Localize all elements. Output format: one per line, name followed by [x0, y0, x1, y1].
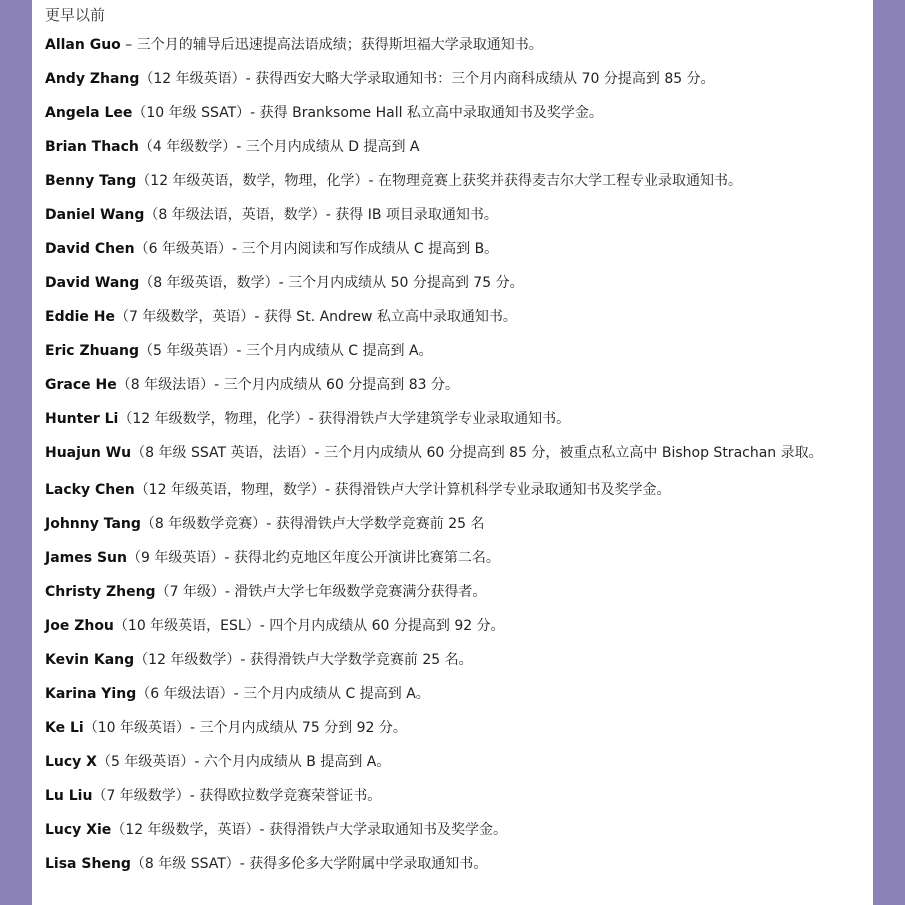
list-item — [45, 444, 867, 463]
achievement-text: （4 年级数学）- 三个月内成绩从 D 提高到 A — [138, 139, 420, 155]
list-item — [45, 172, 867, 191]
achievement-text: （8 年级 SSAT）- 获得多伦多大学附属中学录取通知书。 — [130, 856, 488, 872]
student-name: Huajun Wu — [45, 445, 132, 461]
achievement-text: – 三个月的辅导后迅速提高法语成绩；获得斯坦福大学录取通知书。 — [120, 37, 543, 53]
list-item — [45, 617, 867, 636]
list-item — [45, 855, 867, 874]
achievement-text: （9 年级英语）- 获得北约克地区年度公开演讲比赛第二名。 — [126, 550, 500, 566]
achievement-text: （8 年级法语）- 三个月内成绩从 60 分提高到 83 分。 — [116, 377, 460, 393]
student-name: Christy Zheng — [45, 584, 156, 600]
achievement-text: （8 年级数学竞赛）- 获得滑铁卢大学数学竞赛前 25 名 — [140, 516, 485, 532]
student-name: Eric Zhuang — [45, 343, 139, 359]
achievement-text: （12 年级数学）- 获得滑铁卢大学数学竞赛前 25 名。 — [134, 652, 473, 668]
student-name: Angela Lee — [45, 105, 133, 121]
achievement-text: （10 年级英语，ESL）- 四个月内成绩从 60 分提高到 92 分。 — [113, 618, 505, 634]
document-page — [32, 0, 873, 905]
list-item — [45, 753, 867, 772]
achievement-list — [45, 36, 867, 889]
list-item — [45, 549, 867, 568]
student-name: David Wang — [45, 275, 140, 291]
student-name: Joe Zhou — [45, 618, 114, 634]
achievement-text: （12 年级英语，数学，物理，化学）- 在物理竞赛上获奖并获得麦吉尔大学工程专业录取通知书。 — [136, 173, 743, 189]
student-name: Benny Tang — [45, 173, 137, 189]
achievement-text: （7 年级）- 滑铁卢大学七年级数学竞赛满分获得者。 — [155, 584, 487, 600]
list-item — [45, 719, 867, 738]
list-item — [45, 651, 867, 670]
achievement-text: （7 年级数学，英语）- 获得 St. Andrew 私立高中录取通知书。 — [115, 309, 517, 325]
achievement-text: （10 年级 SSAT）- 获得 Branksome Hall 私立高中录取通知书及奖学金。 — [132, 105, 603, 121]
list-item — [45, 206, 867, 225]
list-item — [45, 308, 867, 327]
section-title: 更早以前 — [45, 6, 106, 24]
list-item — [45, 138, 867, 157]
achievement-text: （7 年级数学）- 获得欧拉数学竞赛荣誉证书。 — [92, 788, 382, 804]
student-name: Lucy Xie — [45, 822, 112, 838]
achievement-text: （8 年级英语，数学）- 三个月内成绩从 50 分提高到 75 分。 — [139, 275, 524, 291]
student-name: Hunter Li — [45, 411, 119, 427]
list-item — [45, 787, 867, 806]
student-name: Grace He — [45, 377, 117, 393]
list-item — [45, 583, 867, 602]
achievement-text: （6 年级法语）- 三个月内成绩从 C 提高到 A。 — [136, 686, 430, 702]
student-name: Brian Thach — [45, 139, 139, 155]
achievement-text: （8 年级法语，英语，数学）- 获得 IB 项目录取通知书。 — [144, 207, 498, 223]
achievement-text: （12 年级数学，物理，化学）- 获得滑铁卢大学建筑学专业录取通知书。 — [118, 411, 571, 427]
student-name: David Chen — [45, 241, 135, 257]
achievement-text: （6 年级英语）- 三个月内阅读和写作成绩从 C 提高到 B。 — [134, 241, 499, 257]
list-item — [45, 821, 867, 840]
achievement-text: （5 年级英语）- 三个月内成绩从 C 提高到 A。 — [138, 343, 433, 359]
achievement-text: （12 年级数学，英语）- 获得滑铁卢大学录取通知书及奖学金。 — [111, 822, 508, 838]
list-item — [45, 481, 867, 500]
achievement-text: （10 年级英语）- 三个月内成绩从 75 分到 92 分。 — [83, 720, 407, 736]
student-name: Allan Guo — [45, 37, 121, 53]
achievement-text: （8 年级 SSAT 英语，法语）- 三个月内成绩从 60 分提高到 85 分，被重点私立高中 Bishop Strachan 录取。 — [131, 445, 823, 461]
student-name: Lu Liu — [45, 788, 93, 804]
list-item — [45, 274, 867, 293]
student-name: Andy Zhang — [45, 71, 140, 87]
list-item — [45, 342, 867, 361]
student-name: Johnny Tang — [45, 516, 141, 532]
list-item — [45, 376, 867, 395]
student-name: Lisa Sheng — [45, 856, 131, 872]
student-name: Ke Li — [45, 720, 84, 736]
student-name: Lucy X — [45, 754, 97, 770]
list-item — [45, 685, 867, 704]
list-item — [45, 410, 867, 429]
list-item — [45, 70, 867, 89]
student-name: Lacky Chen — [45, 482, 135, 498]
achievement-text: （5 年级英语）- 六个月内成绩从 B 提高到 A。 — [96, 754, 391, 770]
student-name: Eddie He — [45, 309, 115, 325]
list-item — [45, 36, 867, 55]
list-item — [45, 240, 867, 259]
list-item — [45, 515, 867, 534]
achievement-text: （12 年级英语，物理，数学）- 获得滑铁卢大学计算机科学专业录取通知书及奖学金。 — [134, 482, 671, 498]
student-name: James Sun — [45, 550, 127, 566]
student-name: Kevin Kang — [45, 652, 135, 668]
student-name: Karina Ying — [45, 686, 137, 702]
list-item — [45, 104, 867, 123]
student-name: Daniel Wang — [45, 207, 145, 223]
achievement-text: （12 年级英语）- 获得西安大略大学录取通知书：三个月内商科成绩从 70 分提高到 85 分。 — [139, 71, 715, 87]
